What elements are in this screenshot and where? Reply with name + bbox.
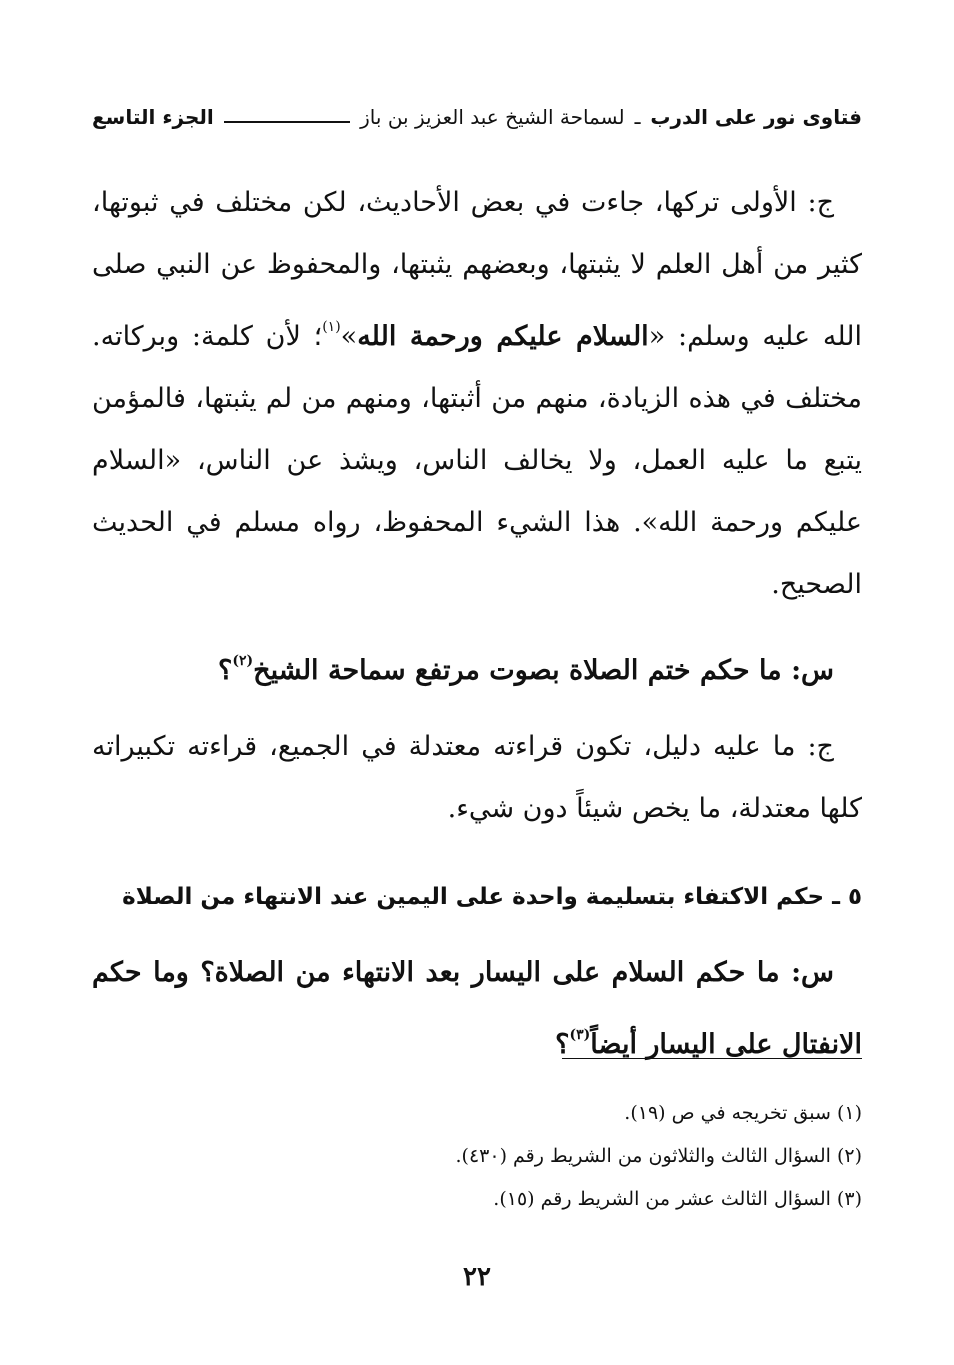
answer-paragraph-1 (92, 172, 862, 616)
answer-text-a: الأولى تركها، جاءت في بعض الأحاديث، لكن مختلف في ثبوتها، كثير من أهل العلم لا يثبتها، وبعضهم يثبتها، والمحفوظ عن النبي صلى الله عليه وسلم: « (92, 187, 862, 352)
answer-text: ما عليه دليل، تكون قراءته معتدلة في الجميع، قراءته تكبيراته كلها معتدلة، ما يخص شيئاً دون شيء. (92, 731, 862, 824)
question-end: ؟ (555, 1029, 570, 1060)
running-header (92, 100, 862, 134)
quote-close: » (340, 321, 358, 352)
header-part: الجزء التاسع (92, 105, 214, 129)
footnote-ref-2: (٢) (232, 653, 254, 669)
question-end: ؟ (218, 655, 233, 686)
footnote-1: (١) سبق تخريجه في ص (١٩). (624, 1102, 862, 1124)
answer-prefix: ج: (807, 731, 834, 762)
answer-prefix: ج: (807, 187, 834, 218)
section-heading: ٥ ـ حكم الاكتفاء بتسليمة واحدة على اليمين عند الانتهاء من الصلاة (122, 884, 862, 910)
question-paragraph-2 (92, 630, 862, 702)
footnote-ref-1: (١) (322, 319, 341, 335)
header-separator: ـ (634, 105, 641, 129)
header-book-title: فتاوى نور على الدرب (650, 105, 862, 129)
hadith-quote: السلام عليكم ورحمة الله (357, 321, 649, 352)
question-paragraph-3 (92, 942, 862, 1076)
answer-paragraph-2 (92, 716, 862, 840)
question-text: ما حكم ختم الصلاة بصوت مرتفع سماحة الشيخ (253, 655, 782, 686)
header-author: لسماحة الشيخ عبد العزيز بن باز (360, 105, 625, 129)
question-text: ما حكم السلام على اليسار بعد الانتهاء من الصلاة؟ وما حكم الانفتال على اليسار أيضاً (92, 957, 862, 1060)
page-number: ٢٢ (463, 1262, 491, 1292)
footnote-2: (٢) السؤال الثالث والثلاثون من الشريط رقم (٤٣٠). (455, 1145, 862, 1167)
main-text (92, 172, 862, 1076)
question-prefix: س: (791, 655, 834, 686)
header-rule (224, 121, 350, 123)
footnote-3: (٣) السؤال الثالث عشر من الشريط رقم (١٥). (493, 1188, 862, 1210)
question-prefix: س: (791, 957, 834, 988)
footnote-ref-3: (٣) (569, 1027, 591, 1043)
footnotes (92, 1092, 862, 1221)
answer-text-b: ؛ لأن كلمة: وبركاته. مختلف في هذه الزيادة، منهم من أثبتها، ومنهم من لم يثبتها، فالمؤمن يتبع ما عليه العمل، ولا يخالف الناس، ويشذ عن الناس، «السلام عليكم ورحمة الله». هذا الشيء المحفوظ، رواه مسلم في الحديث الصحيح. (92, 321, 862, 600)
footnote-separator (562, 1058, 862, 1059)
